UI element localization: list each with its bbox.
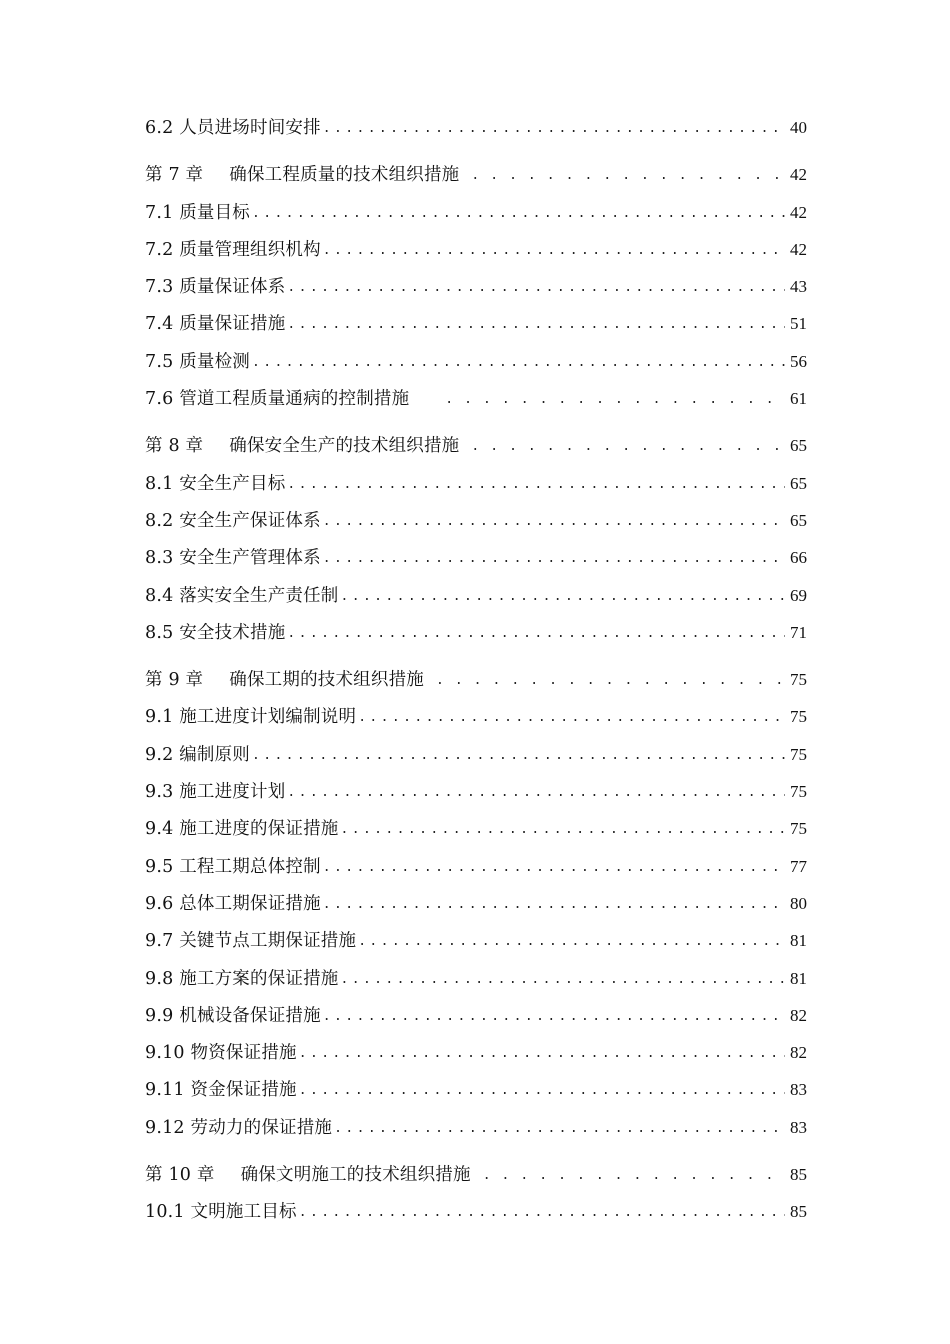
toc-entry-title [145,1072,297,1109]
table-of-contents [145,109,807,1231]
toc-page-number: 66 [790,548,807,568]
toc-chapter-entry[interactable] [145,156,807,193]
toc-section-entry[interactable] [145,1071,807,1108]
toc-entry-title [145,157,459,194]
toc-entry-title [145,195,250,232]
toc-page-number: 75 [790,819,807,839]
toc-chapter-entry[interactable] [145,427,807,464]
toc-section-entry[interactable] [145,268,807,305]
toc-entry-title [145,110,321,147]
toc-page-number: 81 [790,968,807,988]
toc-entry-title [145,1194,297,1231]
toc-section-entry[interactable] [145,343,807,380]
toc-dot-leader [323,540,785,577]
toc-dot-leader [323,998,785,1035]
toc-page-number: 65 [790,473,807,493]
toc-entry-label: 7.1 质量目标 [145,202,250,223]
toc-page-number: 85 [790,1165,807,1185]
toc-dot-leader [445,381,785,418]
toc-dot-leader [252,344,785,381]
toc-entry-label: 10.1 文明施工目标 [145,1202,297,1223]
toc-entry-title [145,381,409,418]
toc-page-number: 42 [790,239,807,259]
toc-page-number: 51 [790,314,807,334]
toc-entry-label: 9.7 关键节点工期保证措施 [145,931,357,952]
toc-section-entry[interactable] [145,960,807,997]
toc-section-entry[interactable] [145,1193,807,1230]
toc-chapter-number: 第 9 章 [145,670,204,691]
toc-dot-leader [436,662,785,699]
toc-dot-leader [323,849,785,886]
toc-page-number: 56 [790,351,807,371]
toc-entry-label: 9.9 机械设备保证措施 [145,1005,321,1026]
toc-entry-title [145,306,285,343]
toc-dot-leader [341,578,786,615]
toc-dot-leader [299,1072,785,1109]
toc-section-entry[interactable] [145,231,807,268]
toc-entry-title [145,886,321,923]
toc-page-number: 77 [790,856,807,876]
toc-dot-leader [299,1035,785,1072]
toc-section-entry[interactable] [145,885,807,922]
toc-dot-leader [323,503,785,540]
toc-entry-title [145,428,459,465]
toc-page-number: 83 [790,1080,807,1100]
toc-page-number: 65 [790,510,807,530]
toc-entry-label: 6.2 人员进场时间安排 [145,118,321,138]
toc-entry-title [145,811,339,848]
toc-entry-label: 9.2 编制原则 [145,744,250,765]
toc-section-entry[interactable] [145,1109,807,1146]
toc-dot-leader [299,1194,785,1231]
toc-page-number: 75 [790,744,807,764]
toc-entry-label: 8.5 安全技术措施 [145,622,286,643]
toc-chapter-number: 第 7 章 [145,165,204,186]
toc-entry-title [145,849,321,886]
toc-entry-label: 9.8 施工方案的保证措施 [145,968,339,989]
toc-entry-label: 9.10 物资保证措施 [145,1043,297,1064]
toc-entry-title [145,737,250,774]
toc-dot-leader [334,1110,785,1147]
toc-entry-title [145,578,339,615]
toc-entry-title [145,1157,471,1194]
toc-section-entry[interactable] [145,810,807,847]
toc-entry-label: 9.1 施工进度计划编制说明 [145,707,357,728]
toc-section-entry[interactable] [145,922,807,959]
toc-entry-label: 确保安全生产的技术组织措施 [229,436,460,457]
toc-entry-label: 确保工期的技术组织措施 [229,670,424,691]
toc-page-number: 40 [790,118,807,137]
toc-dot-leader [287,774,785,811]
toc-entry-label: 8.4 落实安全生产责任制 [145,585,339,606]
toc-page-number: 83 [790,1117,807,1137]
toc-page-number: 75 [790,782,807,802]
toc-section-entry[interactable] [145,380,807,417]
toc-page-number: 61 [790,389,807,409]
toc-section-entry[interactable] [145,465,807,502]
toc-dot-leader [252,737,785,774]
toc-entry-title [145,1035,297,1072]
toc-dot-leader [358,699,785,736]
toc-entry-label: 7.2 质量管理组织机构 [145,239,321,260]
toc-dot-leader [341,961,786,998]
toc-section-entry[interactable] [145,997,807,1034]
toc-entry-label: 9.11 资金保证措施 [145,1080,297,1101]
toc-dot-leader [483,1157,785,1194]
toc-entry-label: 9.6 总体工期保证措施 [145,893,321,914]
toc-section-entry[interactable] [145,614,807,651]
toc-entry-label: 确保文明施工的技术组织措施 [240,1165,471,1186]
toc-page-number: 75 [790,670,807,690]
toc-entry-label: 9.5 工程工期总体控制 [145,856,321,877]
toc-page-number: 65 [790,436,807,456]
toc-entry-title [145,662,424,699]
toc-section-entry[interactable] [145,1034,807,1071]
toc-dot-leader [341,811,786,848]
toc-chapter-number: 第 10 章 [145,1165,215,1186]
toc-page-number: 81 [790,931,807,951]
toc-page-number: 42 [790,202,807,222]
toc-dot-leader [358,923,785,960]
toc-entry-title [145,774,285,811]
toc-dot-leader [287,466,785,503]
toc-page-number: 71 [790,622,807,642]
toc-section-entry[interactable] [145,773,807,810]
toc-dot-leader [323,886,785,923]
toc-entry-title [145,344,250,381]
toc-dot-leader [471,157,785,194]
toc-section-entry[interactable] [145,848,807,885]
toc-entry-title [145,232,321,269]
toc-dot-leader [323,232,785,269]
toc-dot-leader [287,269,785,306]
toc-dot-leader [471,428,785,465]
toc-entry-title [145,961,339,998]
toc-entry-label: 7.6 管道工程质量通病的控制措施 [145,389,410,410]
toc-chapter-entry[interactable] [145,1156,807,1193]
toc-page-number: 85 [790,1202,807,1222]
toc-entry-label: 9.4 施工进度的保证措施 [145,819,339,840]
toc-chapter-entry[interactable] [145,661,807,698]
toc-entry-title [145,699,356,736]
toc-page-number: 82 [790,1005,807,1025]
toc-dot-leader [287,615,785,652]
toc-entry-label: 7.5 质量检测 [145,351,250,372]
toc-section-entry[interactable] [145,502,807,539]
toc-section-entry[interactable] [145,194,807,231]
toc-page-number: 82 [790,1043,807,1063]
toc-entry-label: 确保工程质量的技术组织措施 [229,165,460,186]
toc-section-entry[interactable] [145,539,807,576]
toc-entry-label: 8.3 安全生产管理体系 [145,548,321,569]
toc-entry-title [145,540,321,577]
toc-page-number: 69 [790,585,807,605]
toc-section-entry[interactable] [145,698,807,735]
toc-dot-leader [287,306,785,343]
toc-entry-title [145,923,356,960]
toc-page-number: 43 [790,277,807,297]
toc-entry-title [145,466,285,503]
toc-entry-title [145,1110,332,1147]
toc-entry-label: 8.2 安全生产保证体系 [145,510,321,531]
toc-entry-label: 8.1 安全生产目标 [145,473,286,494]
toc-page-number: 80 [790,893,807,913]
toc-entry-title [145,503,321,540]
toc-entry-title [145,269,285,306]
toc-dot-leader [252,195,785,232]
toc-section-entry[interactable] [145,577,807,614]
toc-section-entry[interactable] [145,305,807,342]
toc-chapter-number: 第 8 章 [145,436,204,457]
toc-entry-label: 9.12 劳动力的保证措施 [145,1117,333,1138]
toc-entry-title [145,615,285,652]
toc-section-entry[interactable] [145,736,807,773]
toc-entry-title [145,998,321,1035]
toc-entry-label: 7.4 质量保证措施 [145,314,286,335]
toc-page-number: 75 [790,707,807,727]
toc-section-entry[interactable] [145,109,807,146]
toc-dot-leader [323,110,785,147]
toc-entry-label: 9.3 施工进度计划 [145,782,286,803]
toc-page-number: 42 [790,165,807,185]
toc-entry-label: 7.3 质量保证体系 [145,277,286,298]
